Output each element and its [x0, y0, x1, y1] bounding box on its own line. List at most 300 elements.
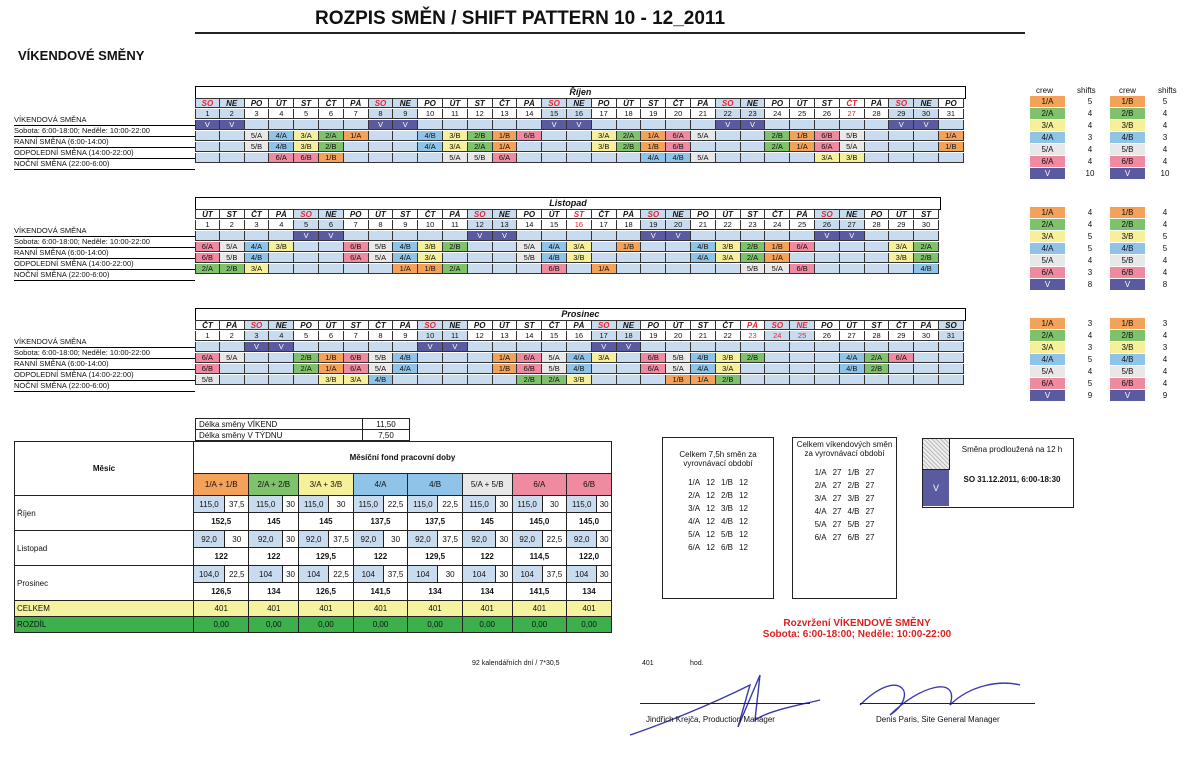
day-of-week: ČT [245, 209, 270, 219]
shift-cell [567, 131, 592, 141]
shift-cell: 1/A [493, 353, 518, 363]
day-of-week: ST [294, 98, 319, 108]
legend-crew-swatch: 1/B [1110, 96, 1145, 107]
shift-cell: 2/A [468, 142, 493, 152]
shift-cell [790, 231, 815, 241]
shift-cell [889, 231, 914, 241]
shift-cell [617, 364, 642, 374]
shift-cell: 1/A [393, 264, 418, 274]
shift-length-weekend-value: 11,50 [363, 419, 410, 430]
day-of-week: ČT [369, 320, 394, 330]
shift-cell: 5/A [666, 364, 691, 374]
shift-cell: V [716, 120, 741, 130]
shift-cell [889, 342, 914, 352]
shift-cell [245, 153, 270, 163]
celkem-value: 401 [353, 601, 408, 617]
shift-cell [344, 153, 369, 163]
day-number: 12 [468, 220, 493, 230]
box2-cell: 6/A [814, 533, 827, 542]
day-number: 11 [443, 220, 468, 230]
day-of-week: NE [666, 209, 691, 219]
shift-cell [517, 342, 542, 352]
fund-extra-hours: 37,5 [329, 531, 353, 548]
shift-cell [889, 153, 914, 163]
row-label: ODPOLEDNÍ SMĚNA (14:00-22:00) [14, 148, 195, 159]
fund-month-total: 137,5 [408, 513, 463, 531]
fund-extra-hours: 22,5 [383, 496, 407, 513]
shift-cell [815, 120, 840, 130]
day-of-week: ČT [889, 320, 914, 330]
fund-extra-hours: 37,5 [542, 566, 566, 583]
shift-cell [865, 153, 890, 163]
shift-cell [393, 375, 418, 385]
day-number: 5 [294, 331, 319, 341]
box1-cell: 6/A [688, 543, 701, 552]
shift-cell [369, 153, 394, 163]
day-number: 16 [567, 109, 592, 119]
legend-shift-count: 4 [1162, 355, 1168, 364]
shift-cell [765, 364, 790, 374]
day-of-week: SO [195, 98, 220, 108]
crew-column-header: 6/A [512, 474, 567, 496]
shift-cell [716, 264, 741, 274]
shift-cell [716, 231, 741, 241]
day-of-week: ČT [592, 209, 617, 219]
celkem-value: 401 [408, 601, 463, 617]
legend-shift-count: 9 [1087, 391, 1093, 400]
day-number: 8 [369, 109, 394, 119]
shift-cell [765, 153, 790, 163]
shift-cell [592, 253, 617, 263]
crew-column-header: 1/A + 1/B [194, 474, 249, 496]
day-of-week: ST [517, 320, 542, 330]
section-title: VÍKENDOVÉ SMĚNY [18, 48, 145, 63]
shift-cell [592, 364, 617, 374]
legend-shift-count: 4 [1162, 157, 1168, 166]
shift-cell [790, 120, 815, 130]
legend-shift-count: 4 [1087, 157, 1093, 166]
day-of-week: SO [245, 320, 270, 330]
shift-cell [865, 342, 890, 352]
day-number: 1 [195, 331, 220, 341]
day-number: 19 [641, 220, 666, 230]
legend-shift-count: 5 [1087, 355, 1093, 364]
fund-month-total: 145 [299, 513, 354, 531]
shift-cell: 2/B [294, 353, 319, 363]
shift-cell: 3/A [294, 131, 319, 141]
shift-cell [790, 375, 815, 385]
shift-cell [245, 231, 270, 241]
box1-cell: 12 [706, 478, 715, 487]
legend-crew-swatch: 1/B [1110, 207, 1145, 218]
fund-base-hours: 92,0 [249, 531, 282, 548]
shift-cell [567, 264, 592, 274]
v-swatch: V [923, 470, 949, 506]
day-of-week: SO [468, 209, 493, 219]
day-number: 24 [765, 220, 790, 230]
shift-cell [517, 142, 542, 152]
day-number: 12 [468, 109, 493, 119]
fund-base-hours: 104 [249, 566, 282, 583]
legend-crew-swatch: 2/A [1030, 108, 1065, 119]
shift-cell: 6/A [493, 153, 518, 163]
shift-cell: 2/A [195, 264, 220, 274]
day-of-week: PO [245, 98, 270, 108]
shift-cell: V [914, 120, 939, 130]
calc-note: 92 kalendářních dní / 7*30,5 [472, 660, 560, 667]
day-number: 30 [914, 331, 939, 341]
shift-cell: V [889, 120, 914, 130]
shift-cell: 3/A [344, 375, 369, 385]
shift-cell [691, 142, 716, 152]
box2-cell: 27 [865, 468, 875, 477]
day-number: 14 [517, 109, 542, 119]
shift-cell [939, 120, 964, 130]
shift-length-weekend-label: Délka směny VÍKEND [196, 419, 363, 430]
legend-shift-count: 3 [1087, 319, 1093, 328]
day-number: 25 [790, 109, 815, 119]
shift-cell: 5/A [691, 153, 716, 163]
legend-shift-count: 4 [1162, 256, 1168, 265]
shift-cell: 2/A [542, 375, 567, 385]
shift-cell [741, 364, 766, 374]
day-of-week: ÚT [617, 98, 642, 108]
legend-crew-swatch: 3/A [1030, 342, 1065, 353]
box2-cell: 3/A [814, 494, 827, 503]
shift-cell [914, 353, 939, 363]
shift-cell [865, 264, 890, 274]
fund-base-hours: 115,0 [567, 496, 597, 513]
day-number: 15 [542, 220, 567, 230]
shift-cell [369, 131, 394, 141]
box1-cell: 12 [739, 517, 748, 526]
shift-cell: 2/A [765, 142, 790, 152]
day-of-week: ÚT [840, 320, 865, 330]
legend-crew-swatch: 6/B [1110, 267, 1145, 278]
shift-cell [716, 142, 741, 152]
shift-cell [245, 120, 270, 130]
fund-extra-hours: 30 [597, 531, 612, 548]
day-number: 14 [517, 331, 542, 341]
shift-length-table [195, 418, 410, 441]
shift-cell: 5/B [666, 353, 691, 363]
day-of-week: NE [393, 98, 418, 108]
shift-cell [195, 153, 220, 163]
box2-cell: 5/A [814, 520, 827, 529]
shift-cell [741, 153, 766, 163]
shift-cell: 1/B [617, 242, 642, 252]
shift-cell: 2/A [741, 253, 766, 263]
fund-extra-hours: 22,5 [329, 566, 353, 583]
shift-cell: 5/B [369, 242, 394, 252]
day-number: 20 [666, 109, 691, 119]
shift-cell [393, 342, 418, 352]
shift-cell: 1/A [790, 142, 815, 152]
fund-base-hours: 92,0 [408, 531, 438, 548]
shift-cell: 5/A [220, 353, 245, 363]
shift-cell [269, 264, 294, 274]
shift-cell [741, 375, 766, 385]
day-number: 23 [741, 220, 766, 230]
fund-month-total: 126,5 [194, 583, 249, 601]
shift-cell: 3/B [716, 353, 741, 363]
shift-cell [542, 142, 567, 152]
day-of-week: PÁ [220, 320, 245, 330]
day-number: 9 [393, 220, 418, 230]
fund-month-total: 134 [567, 583, 612, 601]
shift-cell [195, 231, 220, 241]
shift-cell: V [567, 120, 592, 130]
box2-cell: 1/A [814, 468, 827, 477]
box1-cell: 5/A [688, 530, 701, 539]
shift-cell [319, 253, 344, 263]
v-label: SO 31.12.2011, 6:00-18:30 [963, 475, 1061, 484]
shift-cell [493, 342, 518, 352]
shift-cell: 2/B [517, 375, 542, 385]
month-title: Říjen [195, 86, 966, 99]
day-number: 24 [765, 109, 790, 119]
shift-cell [790, 364, 815, 374]
day-number: 3 [245, 109, 270, 119]
legend-crew-swatch: 5/B [1110, 255, 1145, 266]
shift-cell: 1/B [493, 364, 518, 374]
day-of-week: NE [443, 320, 468, 330]
shift-cell: 6/A [517, 353, 542, 363]
shift-length-week-value: 7,50 [363, 430, 410, 441]
legend-crew-swatch: V [1110, 168, 1145, 179]
day-of-week: ÚT [790, 98, 815, 108]
day-number: 18 [617, 331, 642, 341]
day-of-week: NE [617, 320, 642, 330]
day-of-week: NE [741, 98, 766, 108]
day-number: 19 [641, 331, 666, 341]
shift-cell [592, 153, 617, 163]
row-label: VÍKENDOVÁ SMĚNA [14, 226, 195, 237]
day-of-week: PO [641, 320, 666, 330]
row-label: NOČNÍ SMĚNA (22:00-6:00) [14, 159, 195, 170]
shift-cell: 6/B [641, 353, 666, 363]
shift-cell [517, 264, 542, 274]
box1-cell: 12 [706, 517, 715, 526]
fund-base-hours: 104 [408, 566, 438, 583]
key-box [922, 438, 1074, 508]
day-of-week: PÁ [691, 98, 716, 108]
day-number: 21 [691, 220, 716, 230]
fund-month-total: 122 [249, 548, 299, 566]
day-number: 7 [344, 331, 369, 341]
shift-cell: 5/B [220, 253, 245, 263]
shift-cell [716, 342, 741, 352]
shift-cell [840, 264, 865, 274]
shift-cell [617, 231, 642, 241]
day-of-week: ST [344, 320, 369, 330]
shift-cell: 3/B [294, 142, 319, 152]
shift-cell [691, 342, 716, 352]
shift-cell [592, 375, 617, 385]
legend-shift-count: 5 [1087, 232, 1093, 241]
legend-crew-swatch: 3/B [1110, 120, 1145, 131]
day-number: 25 [790, 220, 815, 230]
shift-cell: V [840, 231, 865, 241]
shift-cell: 4/A [641, 153, 666, 163]
legend-crew-swatch: 6/A [1030, 156, 1065, 167]
box2-cell: 3/B [847, 494, 860, 503]
month-name: Říjen [15, 496, 194, 531]
shift-cell: 1/A [493, 142, 518, 152]
day-number: 30 [914, 109, 939, 119]
shift-cell [815, 264, 840, 274]
day-number: 23 [741, 109, 766, 119]
legend-shift-count: 5 [1162, 97, 1168, 106]
rozdil-value: 0,00 [299, 617, 354, 633]
shift-cell [691, 120, 716, 130]
shift-cell: 1/B [493, 131, 518, 141]
legend-crew-swatch: 5/A [1030, 366, 1065, 377]
day-number: 17 [592, 331, 617, 341]
shift-cell: 3/B [418, 242, 443, 252]
fund-extra-hours: 22,5 [438, 496, 462, 513]
shift-cell [269, 364, 294, 374]
day-number: 27 [840, 220, 865, 230]
day-of-week: ÚT [369, 209, 394, 219]
day-number: 27 [840, 331, 865, 341]
shift-cell: V [592, 342, 617, 352]
day-of-week: SO [765, 320, 790, 330]
shift-cell [790, 342, 815, 352]
day-of-week: SO [939, 320, 964, 330]
day-of-week: SO [542, 98, 567, 108]
shift-cell: 6/A [641, 364, 666, 374]
fund-month-total: 122 [462, 548, 512, 566]
legend-crew-swatch: 5/B [1110, 366, 1145, 377]
shift-cell: 4/B [542, 253, 567, 263]
legend-crew-swatch: 4/B [1110, 354, 1145, 365]
shift-cell: 5/B [741, 264, 766, 274]
day-number: 24 [765, 331, 790, 341]
fund-extra-hours: 30 [496, 566, 512, 583]
box1-cell: 12 [706, 491, 715, 500]
legend-crew-swatch: 4/A [1030, 354, 1065, 365]
shift-cell: 4/B [567, 364, 592, 374]
shift-cell [294, 342, 319, 352]
legend-shift-count: 4 [1162, 121, 1168, 130]
shift-cell: 3/B [443, 131, 468, 141]
shift-cell [468, 353, 493, 363]
fund-base-hours: 115,0 [462, 496, 495, 513]
shift-cell: 3/B [269, 242, 294, 252]
shift-cell: V [220, 120, 245, 130]
day-number: 25 [790, 331, 815, 341]
weekend-shift-note [737, 618, 977, 640]
day-number: 28 [865, 220, 890, 230]
rozdil-label: ROZDÍL [15, 617, 194, 633]
shift-cell: 3/B [716, 242, 741, 252]
signature-line-1 [640, 703, 810, 704]
day-number: 18 [617, 220, 642, 230]
shift-cell [815, 242, 840, 252]
shift-cell: V [393, 120, 418, 130]
fund-base-hours: 115,0 [194, 496, 225, 513]
legend-shift-count: 5 [1087, 97, 1093, 106]
shift-cell [641, 253, 666, 263]
day-number: 3 [245, 331, 270, 341]
shift-cell [418, 375, 443, 385]
day-of-week: PO [939, 98, 964, 108]
legend-shift-count: 4 [1087, 208, 1093, 217]
box2-cell: 2/B [847, 481, 860, 490]
legend-crew-swatch: 3/B [1110, 342, 1145, 353]
crew-column-header: 4/B [408, 474, 463, 496]
row-label: Sobota: 6:00-18:00; Neděle: 10:00-22:00 [14, 237, 195, 248]
shift-cell [220, 364, 245, 374]
shift-cell [294, 120, 319, 130]
day-of-week: ČT [418, 209, 443, 219]
legend-crew-swatch: 6/B [1110, 156, 1145, 167]
shift-cell [914, 375, 939, 385]
shift-cell: 4/B [666, 153, 691, 163]
shift-cell: 4/B [269, 142, 294, 152]
shift-cell [269, 253, 294, 263]
shift-cell [865, 131, 890, 141]
shift-cell [269, 375, 294, 385]
shift-cell [840, 120, 865, 130]
fund-extra-hours: 30 [496, 496, 512, 513]
shift-cell [245, 364, 270, 374]
day-of-week: PÁ [865, 98, 890, 108]
shift-cell: 1/B [319, 353, 344, 363]
fund-base-hours: 115,0 [512, 496, 542, 513]
shift-cell [840, 342, 865, 352]
shift-cell [865, 242, 890, 252]
shift-cell [592, 242, 617, 252]
crew-column-header: 2/A + 2/B [249, 474, 299, 496]
day-number: 12 [468, 331, 493, 341]
shift-cell: 3/B [592, 142, 617, 152]
shift-cell [468, 264, 493, 274]
box1-cell: 12 [739, 530, 748, 539]
shift-cell [344, 264, 369, 274]
shift-cell [889, 364, 914, 374]
day-of-week: ST [220, 209, 245, 219]
day-number: 11 [443, 331, 468, 341]
shift-cell [889, 131, 914, 141]
shift-cell: 4/B [691, 242, 716, 252]
shift-cell: 2/B [741, 242, 766, 252]
shift-cell [294, 242, 319, 252]
shift-cell: 4/B [840, 364, 865, 374]
legend-crew-swatch: V [1110, 279, 1145, 290]
shift-cell [468, 342, 493, 352]
rozdil-value: 0,00 [249, 617, 299, 633]
fund-extra-hours: 22,5 [225, 566, 249, 583]
legend-header-cell: shifts [1077, 86, 1096, 95]
shift-cell [840, 242, 865, 252]
shift-cell: V [617, 342, 642, 352]
rozdil-value: 0,00 [567, 617, 612, 633]
shift-cell [889, 142, 914, 152]
day-of-week: ČT [765, 209, 790, 219]
shift-cell [666, 342, 691, 352]
rozdil-value: 0,00 [512, 617, 567, 633]
shift-cell: 6/B [195, 253, 220, 263]
day-number: 29 [889, 331, 914, 341]
shift-cell: 1/B [790, 131, 815, 141]
fund-base-hours: 115,0 [353, 496, 383, 513]
day-of-week: NE [567, 98, 592, 108]
shift-cell [815, 364, 840, 374]
box2-cell: 6/B [847, 533, 860, 542]
shift-cell [542, 342, 567, 352]
